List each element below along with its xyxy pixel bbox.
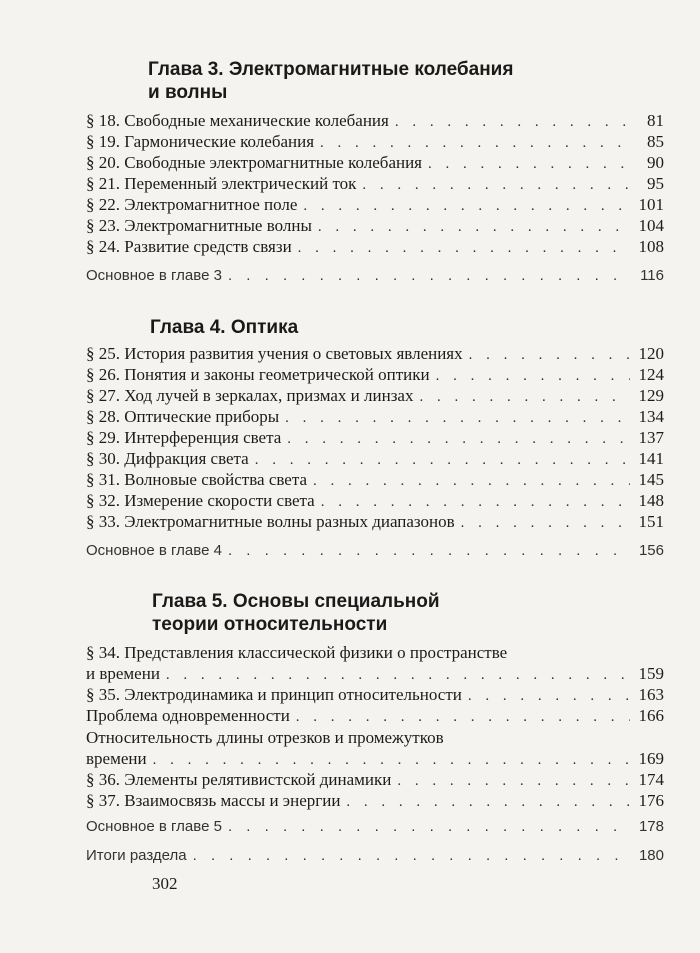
chapter-summary-entry[interactable]: Основное в главе 5 . . . 178 (86, 816, 664, 838)
toc-entry[interactable]: Проблема одновременности . . . 166 (86, 705, 664, 727)
toc-entry[interactable]: § 29. Интерференция света . . . 137 (86, 427, 664, 449)
toc-entry[interactable]: § 23. Электромагнитные волны . . . 104 (86, 215, 664, 237)
chapter-5-title: Глава 5. Основы специальной теории относительности (152, 591, 440, 635)
toc-entry[interactable]: § 26. Понятия и законы геометрической оптики . . . 124 (86, 364, 664, 386)
page-number: 302 (152, 874, 178, 893)
toc-entry[interactable]: § 33. Электромагнитные волны разных диапазонов . . . 151 (86, 511, 664, 533)
chapter-4-title: Глава 4. Оптика (150, 317, 299, 338)
toc-entry[interactable]: § 36. Элементы релятивистской динамики . . . 174 (86, 769, 664, 791)
chapter-summary-entry[interactable]: Основное в главе 4 . . . 156 (86, 540, 664, 562)
toc-entry[interactable]: § 30. Дифракция света . . . 141 (86, 448, 664, 470)
toc-entry[interactable]: § 31. Волновые свойства света . . . 145 (86, 469, 664, 491)
chapter-3-title: Глава 3. Электромагнитные колебания и волны (148, 59, 514, 103)
toc-entry-first-line[interactable]: § 34. Представления классической физики о пространстве (86, 643, 508, 662)
toc-entry[interactable]: § 18. Свободные механические колебания . . . 81 (86, 110, 664, 132)
toc-entry[interactable]: § 32. Измерение скорости света . . . 148 (86, 490, 664, 512)
section-summary-entry[interactable]: Итоги раздела . . . 180 (86, 845, 664, 867)
toc-entry[interactable]: § 20. Свободные электромагнитные колебания . . . 90 (86, 152, 664, 174)
toc-entry-first-line[interactable]: Относительность длины отрезков и промежутков (86, 728, 444, 747)
toc-entry[interactable]: и времени . . . 159 (86, 663, 664, 685)
toc-entry[interactable]: § 22. Электромагнитное поле . . . 101 (86, 194, 664, 216)
toc-entry[interactable]: § 19. Гармонические колебания . . . 85 (86, 131, 664, 153)
toc-entry[interactable]: § 21. Переменный электрический ток . . . 95 (86, 173, 664, 195)
toc-entry[interactable]: § 37. Взаимосвязь массы и энергии . . . 176 (86, 790, 664, 812)
toc-entry[interactable]: § 25. История развития учения о световых явлениях . . . 120 (86, 343, 664, 365)
chapter-summary-entry[interactable]: Основное в главе 3 . . . 116 (86, 265, 664, 287)
toc-entry[interactable]: § 35. Электродинамика и принцип относительности . . . 163 (86, 684, 664, 706)
toc-entry[interactable]: времени . . . 169 (86, 748, 664, 770)
toc-entry[interactable]: § 24. Развитие средств связи . . . 108 (86, 236, 664, 258)
toc-entry[interactable]: § 27. Ход лучей в зеркалах, призмах и линзах . . . 129 (86, 385, 664, 407)
toc-entry[interactable]: § 28. Оптические приборы . . . 134 (86, 406, 664, 428)
